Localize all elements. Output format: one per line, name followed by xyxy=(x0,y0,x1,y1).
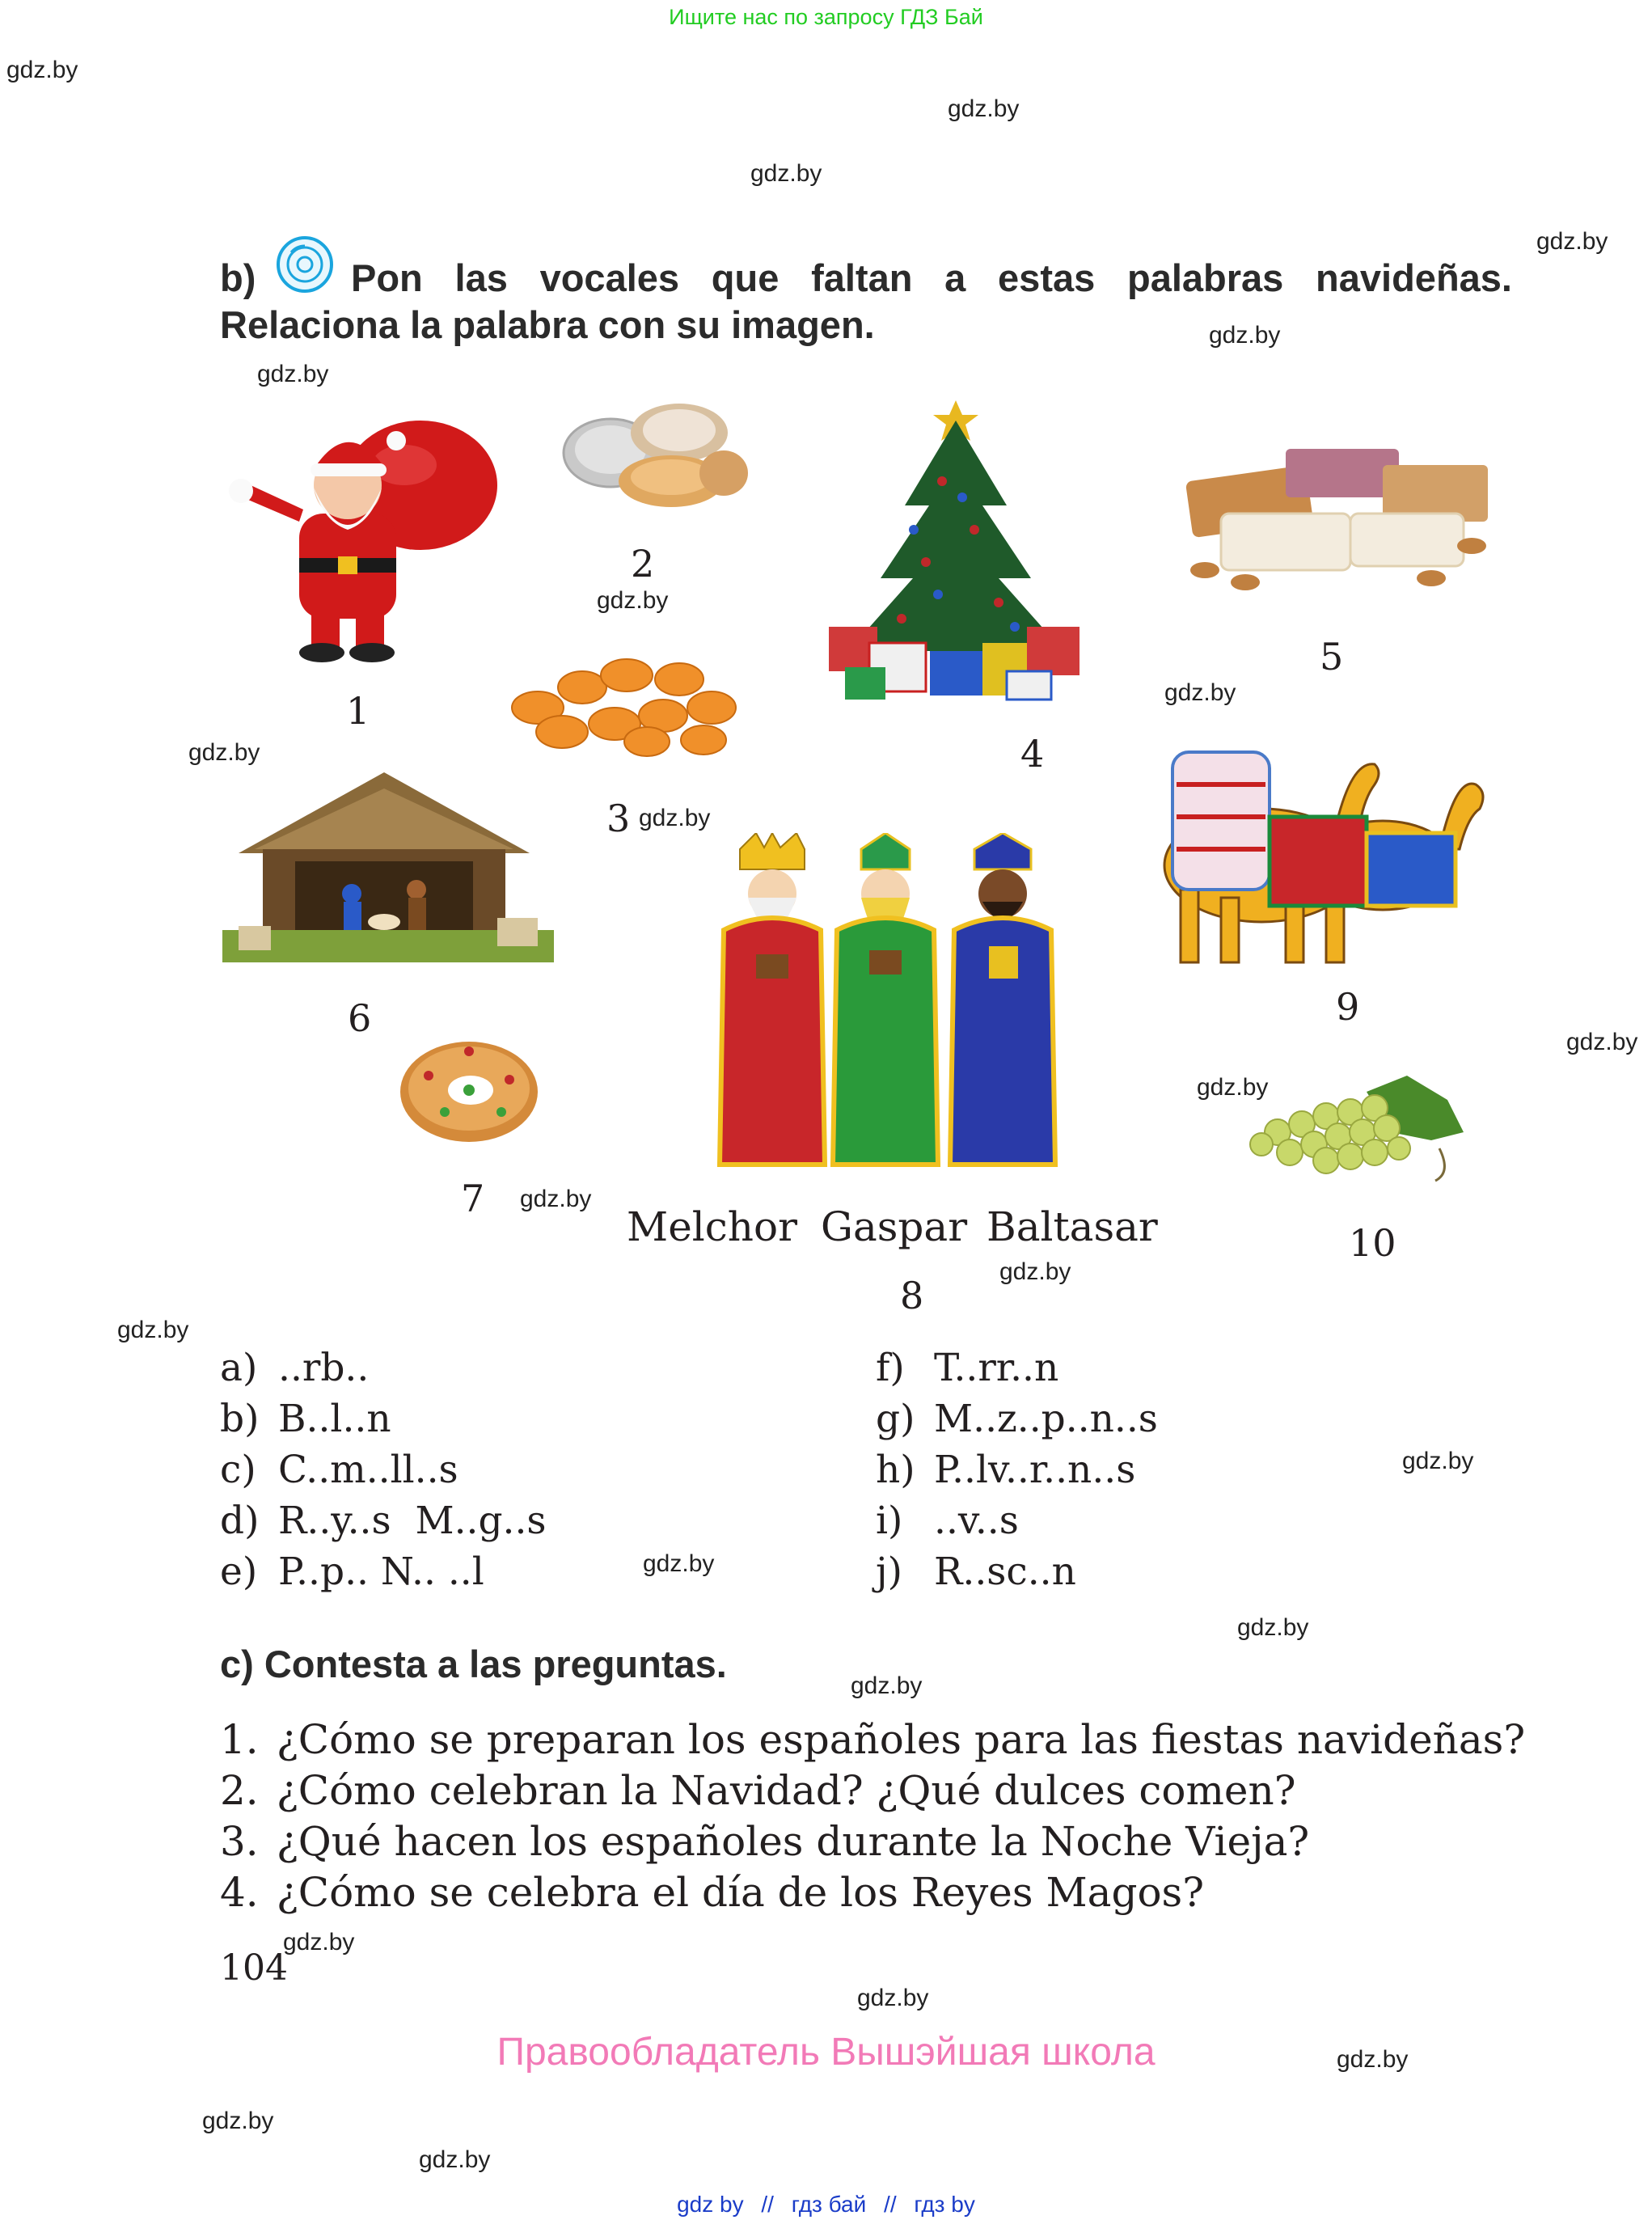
watermark: gdz.by xyxy=(1337,2046,1409,2073)
footer-separator: // xyxy=(884,2192,897,2217)
watermark: gdz.by xyxy=(1197,1074,1269,1101)
turron-image xyxy=(1172,416,1504,598)
footer-link-gdz-by[interactable]: gdz by xyxy=(677,2192,744,2217)
question-text: ¿Qué hacen los españoles durante la Noche Vieja? xyxy=(277,1818,1310,1865)
item-letter: f) xyxy=(876,1346,905,1390)
watermark: gdz.by xyxy=(117,1317,189,1343)
section-b-subtitle: Relaciona la palabra con su imagen. xyxy=(220,303,875,346)
exercise-item-c xyxy=(220,1444,547,1495)
image-number-6: 6 xyxy=(348,996,372,1040)
question-number: 1. xyxy=(220,1716,259,1763)
copyright-notice: Правообладатель Вышэйшая школа xyxy=(496,2031,1156,2074)
santa-claus-image xyxy=(218,408,509,667)
king-name-gaspar: Gaspar xyxy=(821,1203,968,1250)
exercise-item-h xyxy=(876,1444,1158,1495)
watermark: gdz.by xyxy=(188,739,260,766)
exercise-item-f xyxy=(876,1342,1158,1393)
watermark: gdz.by xyxy=(419,2146,491,2173)
item-word: M..z..p..n..s xyxy=(934,1397,1158,1441)
exercise-item-b xyxy=(220,1393,547,1444)
item-letter: j) xyxy=(876,1550,902,1594)
three-kings-image xyxy=(683,833,1088,1173)
watermark: gdz.by xyxy=(1402,1448,1474,1474)
exercise-right-column xyxy=(876,1342,1158,1597)
image-number-4: 4 xyxy=(1020,732,1045,776)
footer-link-gdz-by-cyr[interactable]: гдз by xyxy=(914,2192,975,2217)
watermark: gdz.by xyxy=(639,805,711,831)
image-number-9: 9 xyxy=(1336,985,1360,1029)
watermark: gdz.by xyxy=(1566,1029,1638,1055)
watermark: gdz.by xyxy=(1209,322,1281,349)
question-item xyxy=(220,1816,1525,1867)
item-letter: a) xyxy=(220,1346,258,1390)
exercise-item-e xyxy=(220,1546,547,1597)
watermark: gdz.by xyxy=(6,57,78,83)
king-name-melchor: Melchor xyxy=(627,1203,797,1250)
item-letter: g) xyxy=(876,1397,915,1441)
section-b-title: Pon las vocales que faltan a estas palabras navideñas. xyxy=(351,256,1512,299)
question-text: ¿Cómo se celebra el día de los Reyes Magos? xyxy=(277,1869,1205,1916)
item-letter: i) xyxy=(876,1499,903,1543)
question-text: ¿Cómo se preparan los españoles para las fiestas navideñas? xyxy=(277,1716,1526,1763)
footer-link-gdz-bai[interactable]: гдз бай xyxy=(791,2192,867,2217)
item-word: ..rb.. xyxy=(278,1346,370,1390)
nativity-scene-image xyxy=(222,764,554,966)
camels-image xyxy=(1148,728,1496,970)
exercise-item-g xyxy=(876,1393,1158,1444)
watermark: gdz.by xyxy=(202,2108,274,2134)
image-number-5: 5 xyxy=(1320,635,1344,679)
watermark: gdz.by xyxy=(851,1672,923,1699)
question-number: 2. xyxy=(220,1767,259,1814)
item-word: R..sc..n xyxy=(934,1550,1076,1594)
watermark: gdz.by xyxy=(750,160,822,187)
item-word: T..rr..n xyxy=(934,1346,1059,1390)
item-word: R..y..s M..g..s xyxy=(278,1499,547,1543)
image-number-1: 1 xyxy=(346,689,370,733)
item-word: ..v..s xyxy=(934,1499,1019,1543)
watermark: gdz.by xyxy=(283,1929,355,1956)
question-item xyxy=(220,1715,1525,1765)
exercise-item-d xyxy=(220,1495,547,1546)
exercise-item-j xyxy=(876,1546,1158,1597)
exercise-left-column xyxy=(220,1342,547,1597)
audio-cd-icon xyxy=(275,235,335,294)
top-banner[interactable]: Ищите нас по запросу ГДЗ Бай xyxy=(669,5,983,29)
question-item xyxy=(220,1765,1525,1816)
roscon-de-reyes-image xyxy=(396,1035,542,1148)
christmas-tree-image xyxy=(821,384,1092,708)
exercise-item-a xyxy=(220,1342,547,1393)
page-number: 104 xyxy=(220,1947,288,1989)
image-number-2: 2 xyxy=(631,542,655,586)
item-word: B..l..n xyxy=(278,1397,391,1441)
item-word: P..lv..r..n..s xyxy=(934,1448,1136,1492)
item-letter: d) xyxy=(220,1499,260,1543)
watermark: gdz.by xyxy=(257,361,329,387)
item-letter: h) xyxy=(876,1448,915,1492)
item-word: P..p.. N.. ..l xyxy=(278,1550,484,1594)
mazapanes-image xyxy=(505,651,748,760)
item-letter: e) xyxy=(220,1550,258,1594)
question-number: 4. xyxy=(220,1869,259,1916)
watermark: gdz.by xyxy=(948,95,1020,122)
item-letter: b) xyxy=(220,1397,260,1441)
section-b-letter: b) xyxy=(220,256,256,299)
exercise-item-i xyxy=(876,1495,1158,1546)
watermark: gdz.by xyxy=(643,1550,715,1577)
watermark: gdz.by xyxy=(1237,1614,1309,1641)
item-letter: c) xyxy=(220,1448,256,1492)
footer-links xyxy=(0,2192,1652,2218)
question-text: ¿Cómo celebran la Navidad? ¿Qué dulces comen? xyxy=(277,1767,1296,1814)
question-item xyxy=(220,1867,1525,1918)
watermark: gdz.by xyxy=(999,1258,1071,1285)
questions-list xyxy=(220,1715,1525,1918)
section-c-title: c) Contesta a las preguntas. xyxy=(220,1643,727,1685)
image-number-7: 7 xyxy=(461,1177,485,1220)
watermark: gdz.by xyxy=(520,1186,592,1212)
item-word: C..m..ll..s xyxy=(278,1448,458,1492)
image-number-10: 10 xyxy=(1349,1221,1396,1265)
watermark: gdz.by xyxy=(857,1985,929,2011)
watermark: gdz.by xyxy=(1536,228,1608,255)
watermark: gdz.by xyxy=(1164,679,1236,706)
footer-separator: // xyxy=(761,2192,774,2217)
image-number-3: 3 xyxy=(606,797,631,840)
question-number: 3. xyxy=(220,1818,259,1865)
grapes-image xyxy=(1245,1068,1472,1189)
watermark: gdz.by xyxy=(597,587,669,614)
king-name-baltasar: Baltasar xyxy=(987,1203,1158,1250)
image-number-8: 8 xyxy=(900,1274,924,1317)
polvorones-image xyxy=(558,396,752,514)
